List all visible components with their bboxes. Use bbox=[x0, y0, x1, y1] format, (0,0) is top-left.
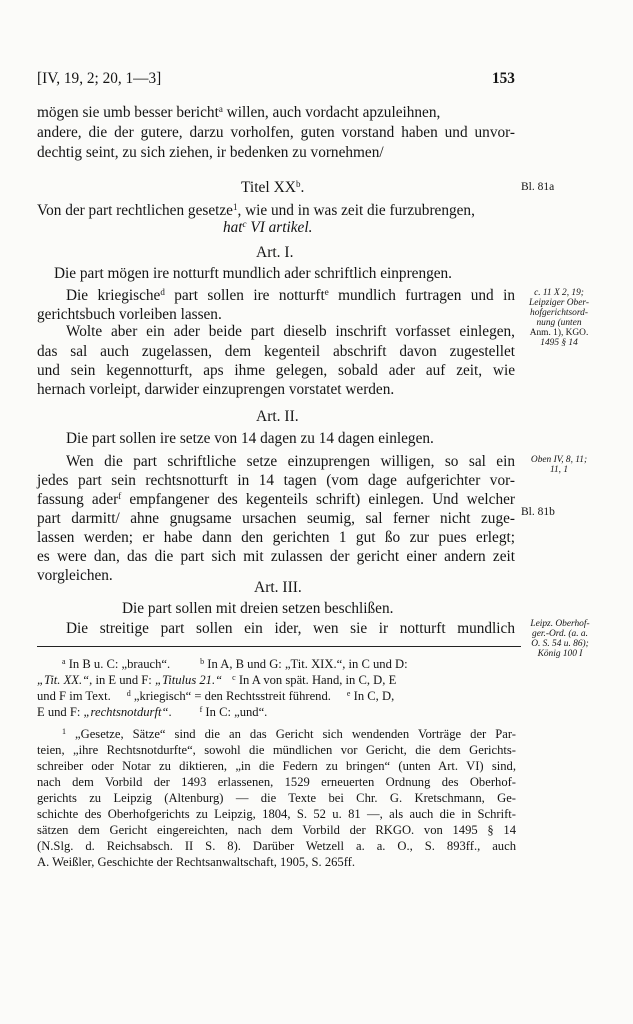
art-3-line-2: Die streitige part sollen ein ider, wen sie ir notturft mundlich bbox=[66, 620, 515, 637]
page-number: 153 bbox=[492, 70, 515, 87]
bl-ref-81b: Bl. 81b bbox=[521, 506, 555, 518]
art-2-heading: Art. II. bbox=[256, 408, 299, 425]
footnote-1-line-4: nach dem Vorbild der 1493 erlassenen, 1529 erneuerten Ordnung des Oberhof- bbox=[37, 775, 516, 789]
footnote-e-f: E und F: „rechtsnotdurft“. $^f$ In C: „und“. bbox=[37, 705, 268, 719]
footnote-1-line-2: teien, „ihre Rechtsnotdurfte“, sowohl die mündlichen vor Gericht, die dem Gerichts- bbox=[37, 743, 516, 757]
footnote-1-line-1: $^1$ „Gesetze, Sätze“ sind die an das Gericht sich wendenden Vorträge der Par- bbox=[62, 727, 516, 741]
footnote-a-b: $^a$ In B u. C: „brauch“. $^b$ In A, B und G: „Tit. XIX.“, in C und D: bbox=[62, 657, 408, 671]
footnote-rule bbox=[37, 646, 521, 647]
title-line-2: hat$^c$ VI artikel. bbox=[223, 219, 313, 236]
art-3-line-1: Die part sollen mit dreien setzen beschlißen. bbox=[122, 600, 394, 617]
art-2-line-8: vorgleichen. bbox=[37, 567, 113, 584]
intro-line-2: andere, die der gutere, darzu vorholfen, guten vorstand haben und unvor- bbox=[37, 124, 515, 141]
art-2-line-6: lassen werden; er habe dann den gerichten 1 gut ßo zur pues erlegt; bbox=[37, 529, 515, 546]
art-1-line-3: gerichtsbuch vorleiben lassen. bbox=[37, 306, 222, 323]
title-heading: Titel $XX^b$. bbox=[241, 179, 305, 196]
footnote-1-line-3: schreiber oder Notar zu diktieren, „in die Federn zu bringen“ (unten Art. VI) sind, bbox=[37, 759, 516, 773]
art-1-line-7: hernach vorleipt, darwider einzuprengen vorstatet werden. bbox=[37, 381, 395, 398]
intro-line-3: dechtig seint, zu sich ziehen, ir bedenken zu vornehmen/ bbox=[37, 144, 384, 161]
art-2-line-2: Wen die part schriftliche setze einzuprengen willigen, so sal ein bbox=[66, 453, 515, 470]
footnote-b-cont: „Tit. XX.“, in E und F: „Titulus 21.“ $^c$ In A von spät. Hand, in C, D, E bbox=[37, 673, 397, 687]
running-header-ref: [IV, 19, 2; 20, 1—3] bbox=[37, 70, 162, 87]
art-3-margin-note: Leipz. Oberhof- ger.-Ord. (a. a. O. S. 54 u. 86); König 100 I bbox=[530, 619, 590, 659]
footnote-1-line-6: schichte des Oberhofgerichts zu Leipzig, 1804, S. 52 u. 81 —, als auch die in Schrift- bbox=[37, 807, 516, 821]
footnote-c-d-e: und F im Text. $^d$ „kriegisch“ = den Rechtsstreit führend. $^e$ In C, D, bbox=[37, 689, 395, 703]
art-1-line-1: Die part mögen ire notturft mundlich ader schriftlich einprengen. bbox=[54, 265, 453, 282]
art-2-line-7: es were dan, das die part sich mit zulassen der gericht einer andern zeit bbox=[37, 548, 515, 565]
art-2-line-5: part darmitt/ ahne gnugsame ursachen seumig, sal ferner nicht zuge- bbox=[37, 510, 515, 527]
art-1-heading: Art. I. bbox=[256, 244, 294, 261]
bl-ref-81a: Bl. 81a bbox=[521, 181, 555, 193]
footnote-1-line-7: sätzen dem Gericht eingereichten, nach dem Vorbild der RKGO. von 1495 § 14 bbox=[37, 823, 516, 837]
art-2-line-1: Die part sollen ire setze von 14 dagen zu 14 dagen einlegen. bbox=[66, 430, 434, 447]
art-2-margin-note: Oben IV, 8, 11; 11, 1 bbox=[530, 455, 588, 475]
footnote-1-line-8: (N.Slg. d. Reichsabsch. II S. 8). Darüber Wetzell a. a. O., S. 893ff., auch bbox=[37, 839, 516, 853]
art-1-line-5: das sal auch zugelassen, dem kegenteil abschrift davon zugestellet bbox=[37, 343, 515, 360]
art-3-heading: Art. III. bbox=[254, 579, 302, 596]
footnote-1-line-9: A. Weißler, Geschichte der Rechtsanwaltschaft, 1905, S. 265ff. bbox=[37, 855, 356, 869]
intro-line-1: mögen sie umb besser bericht$^a$ willen, auch vordacht apzuleihnen, bbox=[37, 104, 441, 121]
art-2-line-3: jedes part sein rechtsnotturft in 14 tagen (vom dage aufgerichter vor- bbox=[37, 472, 515, 489]
art-1-margin-note: c. 11 X 2, 19; Leipziger Ober- hofgerichtsord- nung (unten Anm. 1), KGO. 1495 § 14 bbox=[529, 288, 589, 348]
title-line-1: Von der part rechtlichen gesetze$^1$, wie und in was zeit die furzubrengen, bbox=[37, 202, 475, 219]
art-1-line-4: Wolte aber ein ader beide part dieselb inschrift vorfasset einlegen, bbox=[66, 323, 515, 340]
footnote-1-line-5: gerichts zu Leipzig (Altenburg) — die Texte bei Chr. G. Kretschmann, Ge- bbox=[37, 791, 516, 805]
art-1-line-2: Die kriegische$^d$ part sollen ire notturft$^e$ mundlich furtragen und in bbox=[66, 287, 515, 304]
art-2-line-4: fassung ader$^f$ empfangener des kegenteils schrift) einlegen. Und welcher bbox=[37, 491, 515, 508]
art-1-line-6: und sein kegennotturft, aps ihme gelegen, sobald ader auf zeit, wie bbox=[37, 362, 515, 379]
